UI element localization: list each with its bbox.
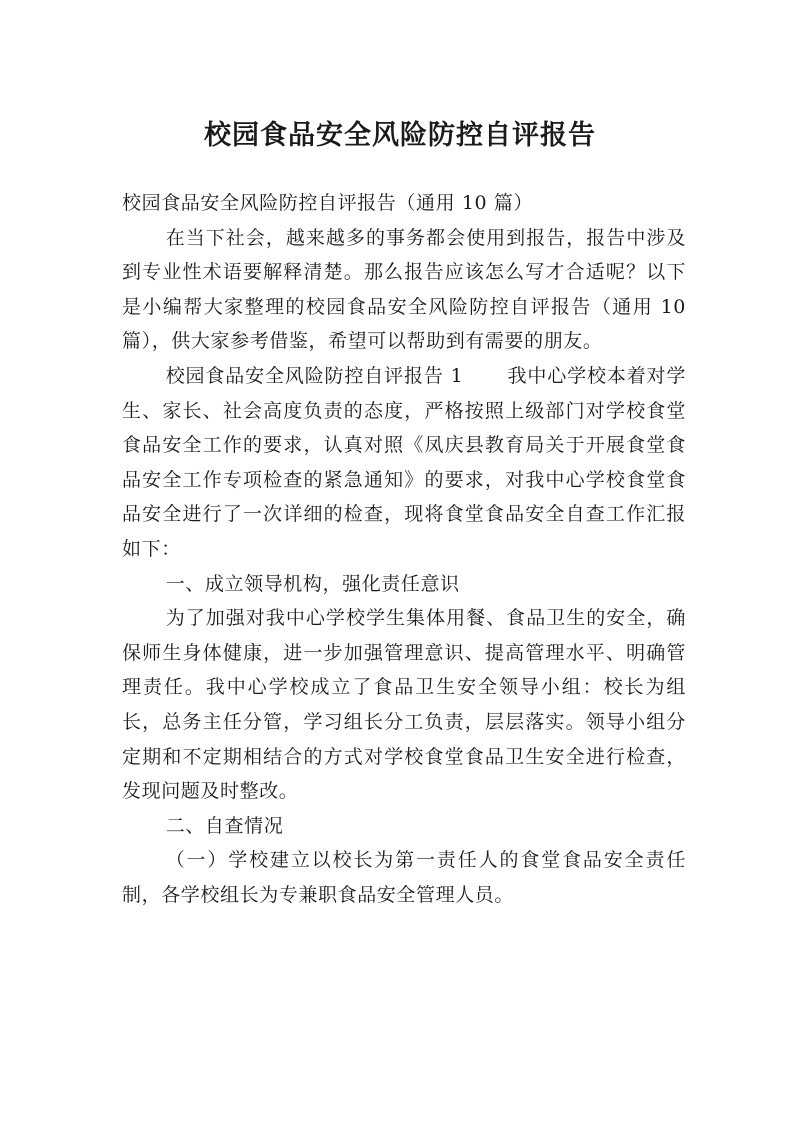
document-body	[122, 186, 686, 912]
section2-item1: （一）学校建立以校长为第一责任人的食堂食品安全责任制，各学校组长为专兼职食品安全管理人员。	[122, 849, 686, 906]
document-subtitle: 校园食品安全风险防控自评报告（通用 10 篇）	[122, 192, 534, 214]
section1-heading: 一、成立领导机构，强化责任意识	[165, 572, 460, 595]
section2-heading: 二、自查情况	[165, 814, 284, 837]
document-title: 校园食品安全风险防控自评报告	[204, 120, 596, 152]
report1-heading: 校园食品安全风险防控自评报告 1	[165, 364, 464, 387]
report1-paragraph	[122, 359, 686, 567]
section1-body: 为了加强对我中心学校学生集体用餐、食品卫生的安全，确保师生身体健康，进一步加强管理意识、提高管理水平、明确管理责任。我中心学校成立了食品卫生安全领导小组：校长为组长，总务主任分管，学习组长分工负责，层层落实。领导小组分定期和不定期相结合的方式对学校食堂食品卫生安全进行检查，发现问题及时整改。	[122, 607, 686, 803]
intro-paragraph: 在当下社会，越来越多的事务都会使用到报告，报告中涉及到专业性术语要解释清楚。那么报告应该怎么写才合适呢？以下是小编帮大家整理的校园食品安全风险防控自评报告（通用 10 篇），供大家参考借鉴，希望可以帮助到有需要的朋友。	[122, 226, 686, 353]
report1-intro: 我中心学校本着对学生、家长、社会高度负责的态度，严格按照上级部门对学校食堂食品安全工作的要求，认真对照《凤庆县教育局关于开展食堂食品安全工作专项检查的紧急通知》的要求，对我中心学校食堂食品安全进行了一次详细的检查，现将食堂食品安全自查工作汇报如下：	[122, 364, 686, 560]
